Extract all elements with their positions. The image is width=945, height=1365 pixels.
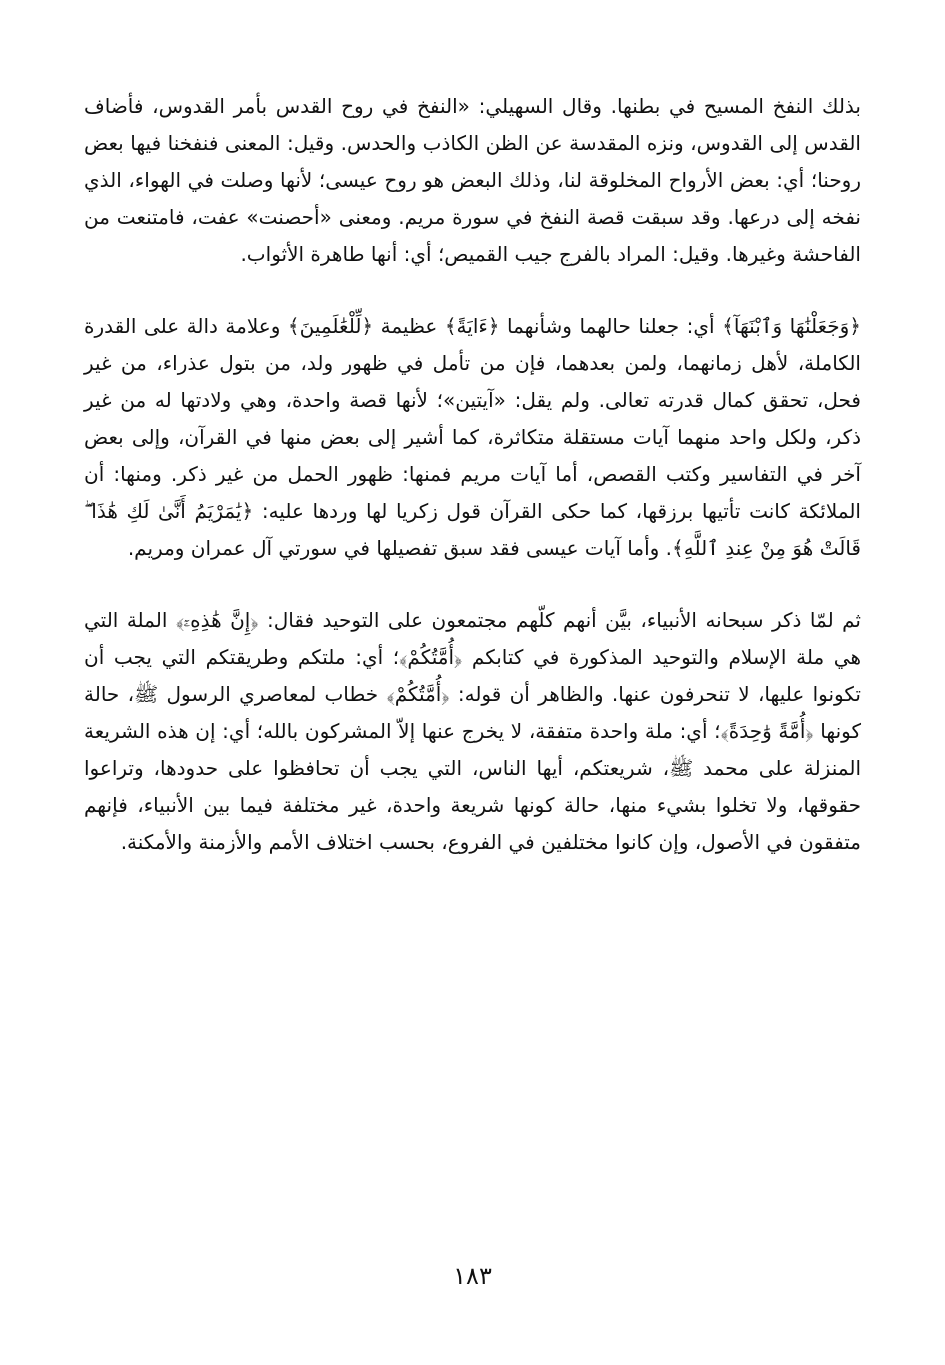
paragraph-3: ثم لمّا ذكر سبحانه الأنبياء، بيَّن أنهم كلّهم مجتمعون على التوحيد فقال: ﴿إِنَّ هَٰذِهِۦٓ﴾ الملة التي هي ملة الإسلام والتوحيد المذكورة في كتابكم ﴿أُمَّتُكُمْ﴾؛ أي: ملتكم وطريقتكم التي يجب أن تكونوا عليها، لا تنحرفون عنها. والظاهر أن قوله: ﴿أُمَّتُكُمْ﴾ خطاب لمعاصري الرسول ﷺ، حالة كونها ﴿أُمَّةً وَٰحِدَةً﴾؛ أي: ملة واحدة متفقة، لا يخرج عنها إلاّ المشركون بالله؛ أي: إن هذه الشريعة المنزلة على محمد ﷺ، شريعتكم، أيها الناس، التي يجب أن تحافظوا على حدودها، وتراعوا حقوقها، ولا تخلوا بشيء منها، حالة كونها شريعة واحدة، غير مختلفة فيما بين الأنبياء، فإنهم متفقون في الأصول، وإن كانوا مختلفين في الفروع، بحسب اختلاف الأمم والأزمنة والأمكنة. (84, 608, 861, 854)
paragraph-1: بذلك النفخ المسيح في بطنها. وقال السهيلي: «النفخ في روح القدس بأمر القدوس، فأضاف القدس إلى القدوس، ونزه المقدسة عن الظن الكاذب والحدس. وقيل: المعنى فنفخنا فيها بعض روحنا؛ أي: بعض الأرواح المخلوقة لنا، وذلك البعض هو روح عيسى؛ لأنها وصلت في الهواء، الذي نفخه إلى درعها. وقد سبقت قصة النفخ في سورة مريم. ومعنى «أحصنت» عفت، فامتنعت من الفاحشة وغيرها. وقيل: المراد بالفرج جيب القميص؛ أي: أنها طاهرة الأثواب. (84, 94, 861, 266)
paragraph-2: ﴿وَجَعَلْنَٰهَا وَٱبْنَهَآ﴾ أي: جعلنا حالهما وشأنهما ﴿ءَايَةً﴾ عظيمة ﴿لِّلْعَٰلَمِينَ﴾ وعلامة دالة على القدرة الكاملة، لأهل زمانهما، ولمن بعدهما، فإن من تأمل في ظهور ولد، من بتول عذراء، من غير فحل، تحقق كمال قدرته تعالى. ولم يقل: «آيتين»؛ لأنها قصة واحدة، وهي ولادتها له من غير ذكر، ولكل واحد منهما آيات مستقلة متكاثرة، كما أشير إلى بعض منها في القرآن، وإلى بعض آخر في التفاسير وكتب القصص، أما آيات مريم فمنها: ظهور الحمل من غير ذكر. ومنها: أن الملائكة كانت تأتيها برزقها، كما حكى القرآن قول زكريا لها وردها عليه: ﴿يَٰمَرْيَمُ أَنَّىٰ لَكِ هَٰذَا ۖ قَالَتْ هُوَ مِنْ عِندِ ٱللَّهِ﴾. وأما آيات عيسى فقد سبق تفصيلها في سورتي آل عمران ومريم. (84, 314, 861, 560)
page-number: ١٨٣ (453, 1262, 492, 1290)
